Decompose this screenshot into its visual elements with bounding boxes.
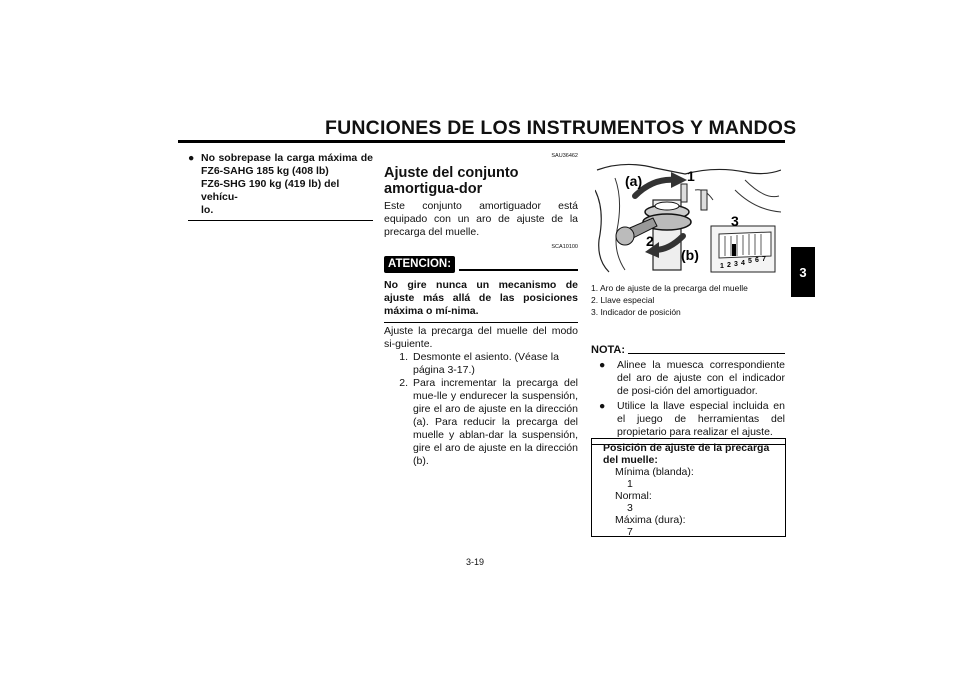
warning-continuation (188, 152, 373, 221)
caption-item: 2. Llave especial (591, 295, 655, 305)
warning-bullet-item (188, 152, 373, 217)
position-label: Mínima (blanda): (615, 466, 694, 478)
warning-line: lo. (201, 204, 214, 216)
scale-mark: 7 (762, 256, 766, 263)
step-item (384, 351, 578, 377)
scale-mark: 5 (748, 258, 752, 265)
position-box-title: Posición de ajuste de la precarga del muelle: (603, 442, 770, 466)
scale-mark: 6 (755, 257, 759, 264)
position-value: 1 (627, 478, 633, 490)
bullet-icon: ● (599, 400, 606, 412)
position-label: Normal: (615, 490, 652, 502)
note-text: Alinee la muesca correspondiente del aro de ajuste con el indicador de posi-ción del amortiguador. (617, 359, 785, 397)
caution-rule (459, 269, 578, 271)
page-number: 3-19 (466, 557, 485, 567)
adjust-intro: Ajuste la precarga del muelle del modo si-guiente. (384, 325, 578, 350)
note-text: Utilice la llave especial incluida en el juego de herramientas del propietario para realizar el ajuste. (617, 400, 785, 438)
bullet-icon: ● (599, 359, 606, 371)
figure-captions (591, 282, 785, 318)
warning-line: FZ6-SAHG 185 kg (408 lb) (201, 165, 329, 177)
note-label: NOTA: (591, 344, 626, 356)
callout-1: 1 (687, 168, 695, 184)
shock-absorber-section (384, 150, 578, 468)
note-list (591, 359, 785, 439)
callout-2: 2 (646, 233, 654, 249)
bullet-icon: ● (188, 152, 195, 164)
section-intro: Este conjunto amortiguador está equipado con un aro de ajuste de la precarga del muelle. (384, 200, 578, 238)
caution-text: No gire nunca un mecanismo de ajuste más allá de las posiciones máxima o mí-nima. (384, 279, 578, 317)
position-row (592, 466, 785, 490)
preload-position-box (591, 438, 786, 537)
caution-end-rule (384, 322, 578, 323)
warning-end-rule (188, 220, 373, 221)
note-rule (628, 353, 785, 354)
section-title: Ajuste del conjunto amortigua-dor (384, 165, 519, 197)
position-value: 3 (627, 502, 633, 514)
scale-mark: 2 (727, 262, 731, 269)
caption-item: 3. Indicador de posición (591, 307, 681, 317)
step-text: Desmonte el asiento. (Véase la página 3-17.) (413, 351, 559, 376)
step-number: 2. (399, 377, 408, 389)
step-item (384, 377, 578, 468)
caution-label: ATENCION: (384, 256, 455, 273)
warning-line: No sobrepase la carga máxima de (201, 152, 373, 164)
shock-adjuster-illustration (595, 160, 781, 278)
scale-mark: 3 (734, 261, 738, 268)
label-b: (b) (681, 247, 699, 263)
section-code: SAU36462 (551, 153, 578, 159)
steps-list (384, 351, 578, 468)
note-header (591, 344, 785, 357)
position-label: Máxima (dura): (615, 514, 686, 526)
callout-3: 3 (731, 213, 739, 229)
caution-header (384, 256, 578, 273)
caution-code: SCA10100 (551, 244, 578, 250)
chapter-tab: 3 (791, 247, 815, 297)
label-a: (a) (625, 173, 643, 189)
scale-mark: 4 (741, 260, 745, 267)
note-item (591, 400, 785, 439)
scale-mark: 1 (720, 263, 724, 270)
note-block (591, 344, 785, 445)
step-text: Para incrementar la precarga del mue-lle y endurecer la suspensión, gire el aro de ajuste en la dirección (a). Para reducir la precarga del muelle y ablan-dar la suspensión, gire el aro de ajuste en la dirección (b). (413, 377, 578, 467)
page-header-title: FUNCIONES DE LOS INSTRUMENTOS Y MANDOS (325, 117, 797, 139)
note-item (591, 359, 785, 398)
header-rule (178, 140, 785, 143)
caption-item: 1. Aro de ajuste de la precarga del muelle (591, 283, 748, 293)
position-row (592, 514, 785, 538)
step-number: 1. (399, 351, 408, 363)
position-value: 7 (627, 526, 633, 538)
position-row (592, 490, 785, 514)
warning-line: FZ6-SHG 190 kg (419 lb) del vehícu- (201, 178, 340, 203)
